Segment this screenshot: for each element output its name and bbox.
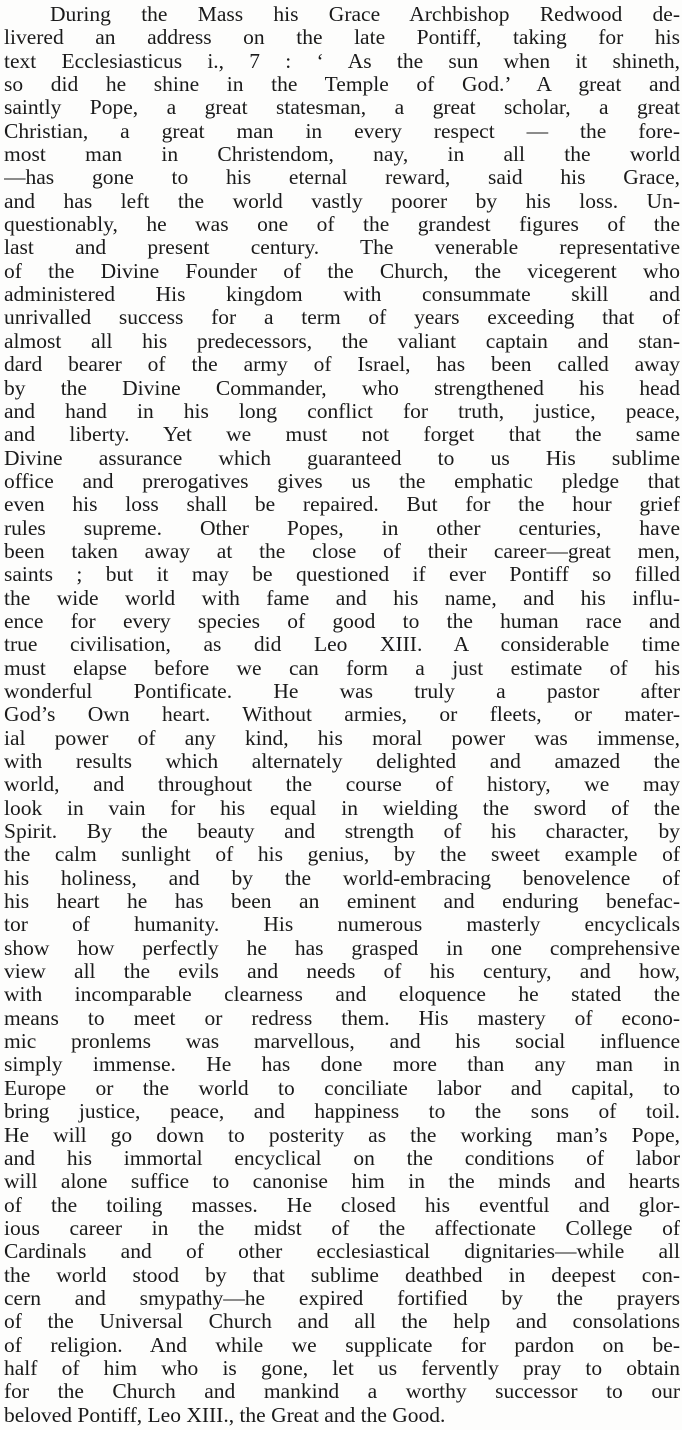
paragraph-line: even his loss shall be repaired. But for the hour grief <box>4 493 680 517</box>
paragraph-line: He will go down to posterity as the working man’s Pope, <box>4 1123 680 1147</box>
paragraph-line: world, and throughout the course of history, we may <box>4 773 680 797</box>
paragraph-line: saints ; but it may be questioned if ever Pontiff so filled <box>4 563 680 587</box>
paragraph-line: Europe or the world to conciliate labor and capital, to <box>4 1076 680 1100</box>
paragraph-line: Divine assurance which guaranteed to us His sublime <box>4 446 680 470</box>
paragraph-line: saintly Pope, a great statesman, a great scholar, a great <box>4 96 680 120</box>
paragraph-line: with incomparable clearness and eloquence he stated the <box>4 983 680 1007</box>
paragraph-line: view all the evils and needs of his century, and how, <box>4 960 680 984</box>
paragraph-line: the world stood by that sublime deathbed in deepest con- <box>4 1263 680 1287</box>
paragraph-line: almost all his predecessors, the valiant captain and stan- <box>4 329 680 353</box>
paragraph-line: bring justice, peace, and happiness to the sons of toil. <box>4 1100 680 1124</box>
paragraph-line: questionably, he was one of the grandest figures of the <box>4 213 680 237</box>
article-column <box>4 3 680 1427</box>
paragraph-line: cern and smypathy—he expired fortified by the prayers <box>4 1286 680 1310</box>
paragraph-line: true civilisation, as did Leo XIII. A considerable time <box>4 633 680 657</box>
paragraph-line: tor of humanity. His numerous masterly encyclicals <box>4 913 680 937</box>
paragraph-line: unrivalled success for a term of years exceeding that of <box>4 306 680 330</box>
paragraph-line: Christian, a great man in every respect — the fore- <box>4 119 680 143</box>
paragraph-line: and hand in his long conflict for truth, justice, peace, <box>4 399 680 423</box>
paragraph-line: —has gone to his eternal reward, said his Grace, <box>4 166 680 190</box>
paragraph-line: wonderful Pontificate. He was truly a pastor after <box>4 679 680 703</box>
paragraph-line: for the Church and mankind a worthy successor to our <box>4 1380 680 1404</box>
paragraph-line: been taken away at the close of their career—great men, <box>4 539 680 563</box>
paragraph-line: the calm sunlight of his genius, by the sweet example of <box>4 843 680 867</box>
paragraph-line: administered His kingdom with consummate skill and <box>4 283 680 307</box>
paragraph-line: his holiness, and by the world-embracing benovelence of <box>4 866 680 890</box>
paragraph-line: half of him who is gone, let us fervently pray to obtain <box>4 1356 680 1380</box>
paragraph-line: dard bearer of the army of Israel, has been called away <box>4 353 680 377</box>
paragraph-line: by the Divine Commander, who strengthened his head <box>4 376 680 400</box>
paragraph-line: his heart he has been an eminent and enduring benefac- <box>4 890 680 914</box>
paragraph-line: of the toiling masses. He closed his eventful and glor- <box>4 1193 680 1217</box>
paragraph-line: Cardinals and of other ecclesiastical dignitaries—while all <box>4 1240 680 1264</box>
paragraph-line: beloved Pontiff, Leo XIII., the Great and the Good. <box>4 1403 446 1427</box>
paragraph-line: livered an address on the late Pontiff, taking for his <box>4 26 680 50</box>
paragraph-line: means to meet or redress them. His mastery of econo- <box>4 1006 680 1030</box>
paragraph-line: Spirit. By the beauty and strength of his character, by <box>4 820 680 844</box>
paragraph-line: will alone suffice to canonise him in the minds and hearts <box>4 1170 680 1194</box>
paragraph-line: office and prerogatives gives us the emphatic pledge that <box>4 469 680 493</box>
paragraph-line: last and present century. The venerable representative <box>4 236 680 260</box>
paragraph-line: and has left the world vastly poorer by his loss. Un- <box>4 189 680 213</box>
paragraph-line: of the Universal Church and all the help and consolations <box>4 1310 680 1334</box>
paragraph-line: and his immortal encyclical on the conditions of labor <box>4 1146 680 1170</box>
paragraph-line: ence for every species of good to the human race and <box>4 609 680 633</box>
paragraph-line: must elapse before we can form a just estimate of his <box>4 656 680 680</box>
paragraph-line: ious career in the midst of the affectionate College of <box>4 1216 680 1240</box>
paragraph-line: of religion. And while we supplicate for pardon on be- <box>4 1333 680 1357</box>
paragraph-line: the wide world with fame and his name, and his influ- <box>4 586 680 610</box>
paragraph-line: most man in Christendom, nay, in all the world <box>4 143 680 167</box>
paragraph-line: look in vain for his equal in wielding the sword of the <box>4 796 680 820</box>
paragraph-line: of the Divine Founder of the Church, the vicegerent who <box>4 259 680 283</box>
paragraph-line: so did he shine in the Temple of God.’ A great and <box>4 73 680 97</box>
paragraph-line: rules supreme. Other Popes, in other centuries, have <box>4 516 680 540</box>
paragraph-line: mic pronlems was marvellous, and his social influence <box>4 1030 680 1054</box>
paragraph-line: simply immense. He has done more than any man in <box>4 1053 680 1077</box>
paragraph-line: and liberty. Yet we must not forget that the same <box>4 423 680 447</box>
paragraph-first-line: During the Mass his Grace Archbishop Redwood de- <box>50 3 680 26</box>
paragraph-line: God’s Own heart. Without armies, or fleets, or mater- <box>4 703 680 727</box>
paragraph-line: text Ecclesiasticus i., 7 : ‘ As the sun when it shineth, <box>4 49 680 73</box>
paragraph-line: show how perfectly he has grasped in one comprehensive <box>4 936 680 960</box>
paragraph-line: with results which alternately delighted and amazed the <box>4 750 680 773</box>
paragraph-line: ial power of any kind, his moral power was immense, <box>4 726 680 750</box>
